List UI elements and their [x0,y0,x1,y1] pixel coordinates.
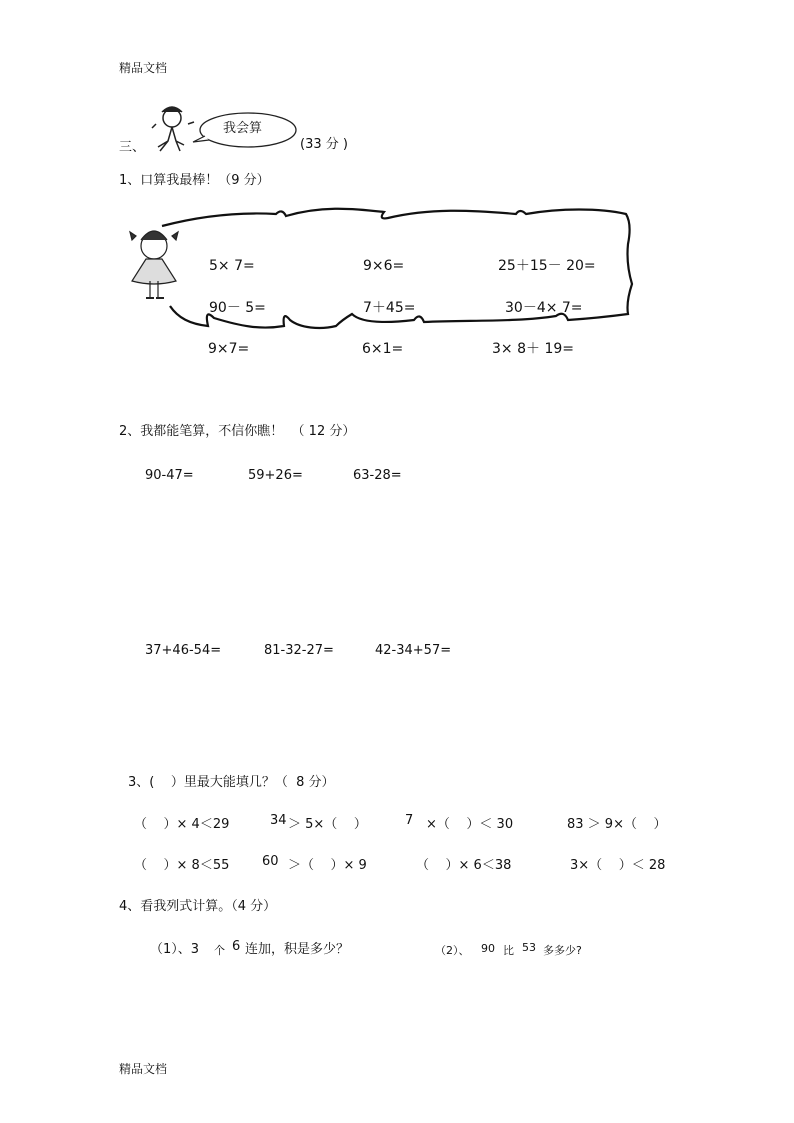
q4-item2-part: 多多少? [543,944,582,957]
q2-item: 81-32-27= [264,643,334,658]
q1-item: 3× 8＋ 19= [492,341,574,357]
q1-item: 7＋45= [363,300,416,316]
q4-item2-part: （2）、 [435,944,470,957]
q1-title: 1、口算我最棒！（9 分） [119,173,270,188]
q3-item: 83 ＞ 9×（ ） [567,817,667,832]
q1-item: 30－4× 7= [505,300,583,316]
section-points: (33 分 ) [300,137,348,152]
q3-item-number: 60 [262,854,279,869]
q2-title: 2、我都能笔算，不信你瞧！ （ 12 分） [119,424,356,439]
q2-item: 63-28= [353,468,402,483]
q2-item: 42-34+57= [375,643,452,658]
q3-item-number: 34 [270,813,287,828]
q3-item: （ ）× 6＜38 [416,858,512,873]
q1-item: 9×6= [363,258,405,274]
q4-item1-part: 个 [214,944,225,957]
q3-item: ＞（ ）× 9 [288,858,367,873]
q4-item2-part: 53 [522,941,536,954]
q3-item-number: 7 [405,813,414,828]
q4-item1-part: 连加，积是多少？ [245,942,350,957]
q4-title: 4、看我列式计算。（4 分） [119,899,277,914]
q4-item1-part: （1）、3 [150,942,200,957]
mascot-icon [152,107,194,151]
q1-item: 9×7= [208,341,250,357]
q4-item1-part: 6 [232,939,241,954]
girl-icon [130,231,178,298]
q3-item: ＞ 5×（ ） [288,817,367,832]
q3-item: （ ）× 4＜29 [134,817,230,832]
q1-item: 6×1= [362,341,404,357]
page-header: 精品文档 [119,61,168,75]
q3-item: 3×（ ）＜ 28 [570,858,666,873]
bubble-text: 我会算 [223,121,263,136]
q3-item: （ ）× 8＜55 [134,858,230,873]
page-footer: 精品文档 [119,1062,168,1076]
q3-title: 3、( ）里最大能填几？（ 8 分） [128,775,335,790]
q1-item: 90－ 5= [209,300,266,316]
section-label: 三、 [119,140,146,155]
q2-item: 90-47= [145,468,194,483]
q2-item: 37+46-54= [145,643,222,658]
q4-item2-part: 比 [503,944,514,957]
q4-item2-part: 90 [481,942,495,955]
q1-item: 5× 7= [209,258,255,274]
q2-item: 59+26= [248,468,303,483]
q3-item: ×（ ）＜ 30 [426,817,514,832]
q1-item: 25＋15－ 20= [498,258,596,274]
